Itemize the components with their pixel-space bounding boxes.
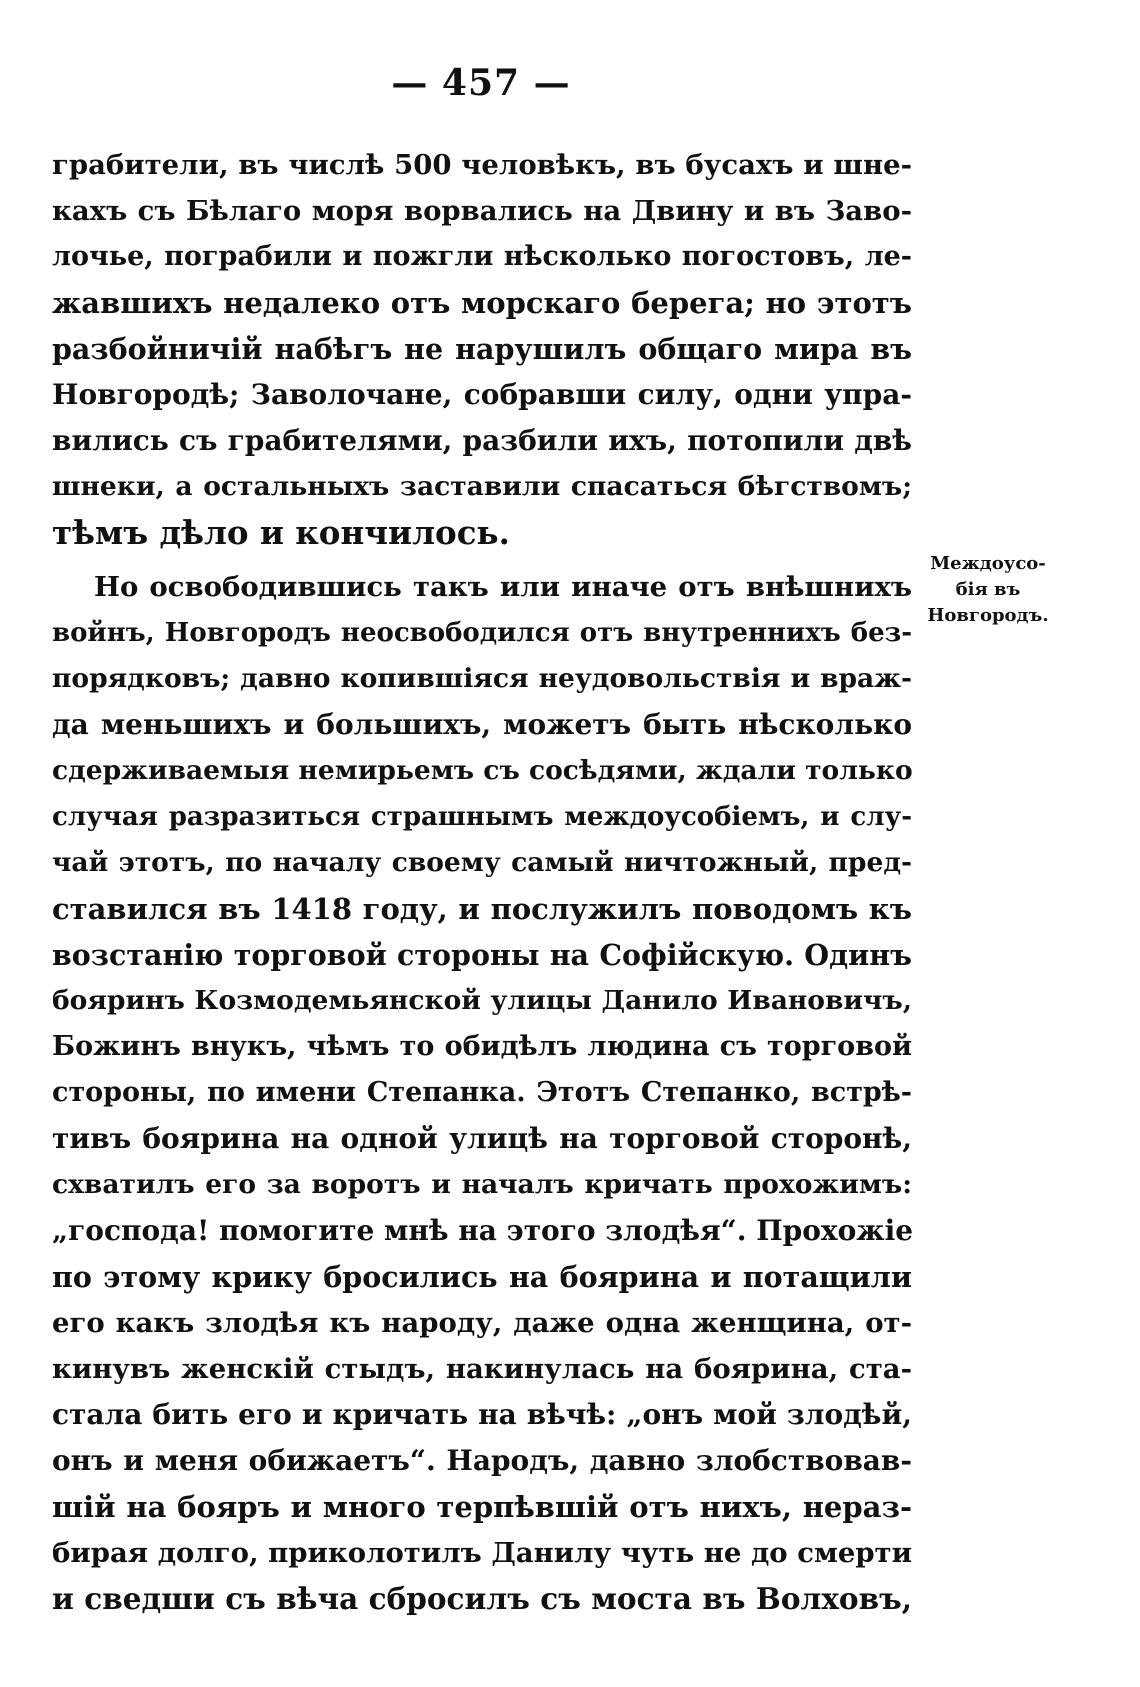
text-line: онъ и меня обижаетъ“. Народъ, давно злобствовав- — [52, 1444, 912, 1477]
text-line: лочье, пограбили и пожгли нѣсколько погостовъ, ле- — [52, 241, 912, 272]
margin-note-line: бія въ — [955, 579, 1021, 600]
text-line: Божинъ внукъ, чѣмъ то обидѣлъ людина съ торговой — [52, 1031, 912, 1062]
text-line: бояринъ Козмодемьянской улицы Данило Ивановичъ, — [52, 985, 912, 1016]
text-line: бирая долго, приколотилъ Данилу чуть не до смерти — [52, 1537, 912, 1569]
text-line: да меньшихъ и большихъ, можетъ быть нѣсколько — [52, 708, 912, 741]
text-line: стала бить его и кричать на вѣчѣ: „онъ мой злодѣй, — [52, 1398, 912, 1431]
text-line: и сведши съ вѣча сбросилъ съ моста въ Волховъ, — [52, 1581, 912, 1616]
text-line: порядковъ; давно копившіяся неудовольствія и враж- — [52, 663, 912, 694]
text-line: шій на бояръ и много терпѣвшій отъ нихъ, нераз- — [52, 1490, 912, 1524]
body-text — [52, 142, 912, 1622]
text-line: кинувъ женскій стыдъ, накинулась на боярина, ста- — [52, 1353, 912, 1385]
text-line: случая разразиться страшнымъ междоусобіемъ, и слу- — [52, 802, 912, 832]
paragraph-1 — [52, 142, 912, 556]
margin-note-line: Новгородъ. — [927, 605, 1049, 626]
text-line: тивъ боярина на одной улицѣ на торговой сторонѣ, — [52, 1122, 912, 1155]
text-line: кахъ съ Бѣлаго моря ворвались на Двину и въ Заво- — [52, 195, 912, 227]
text-line: „господа! помогите мнѣ на этого злодѣя“. Прохожіе — [52, 1214, 914, 1247]
text-line: войнъ, Новгородъ неосвободился отъ внутреннихъ без- — [52, 618, 912, 648]
text-line: вились съ грабителями, разбили ихъ, потопили двѣ — [52, 424, 912, 457]
text-line: схватилъ его за воротъ и началъ кричать прохожимъ: — [52, 1169, 912, 1200]
paragraph-2 — [52, 564, 912, 1622]
text-line: разбойничій набѣгъ не нарушилъ общаго мира въ — [52, 332, 912, 366]
text-line: Новгородѣ; Заволочане, собравши силу, одни упра- — [52, 378, 912, 411]
text-line: тѣмъ дѣло и кончилось. — [52, 513, 510, 552]
text-line: жавшихъ недалеко отъ морскаго берега; но этотъ — [52, 286, 912, 320]
text-line: его какъ злодѣя къ народу, даже одна женщина, от- — [52, 1307, 912, 1339]
text-line: грабители, въ числѣ 500 человѣкъ, въ бусахъ и шне- — [52, 149, 912, 181]
text-line: шнеки, а остальныхъ заставили спасаться бѣгствомъ; — [52, 471, 912, 502]
page-number: — 457 — — [391, 62, 571, 104]
text-line: ставился въ 1418 году, и послужилъ поводомъ къ — [52, 892, 912, 926]
margin-note-line: Междоусо- — [930, 553, 1046, 574]
text-line: Но освободившись такъ или иначе отъ внѣшнихъ — [94, 571, 912, 603]
text-line: чай этотъ, по началу своему самый ничтожный, пред- — [52, 847, 912, 878]
margin-note — [923, 551, 1053, 629]
text-line: стороны, по имени Степанка. Этотъ Степанко, встрѣ- — [52, 1077, 912, 1108]
text-line: возстанію торговой стороны на Софійскую. Одинъ — [52, 938, 912, 972]
text-line: по этому крику бросились на боярина и потащили — [52, 1260, 912, 1294]
text-line: сдерживаемыя немирьемъ съ сосѣдями, ждали только — [52, 755, 913, 786]
